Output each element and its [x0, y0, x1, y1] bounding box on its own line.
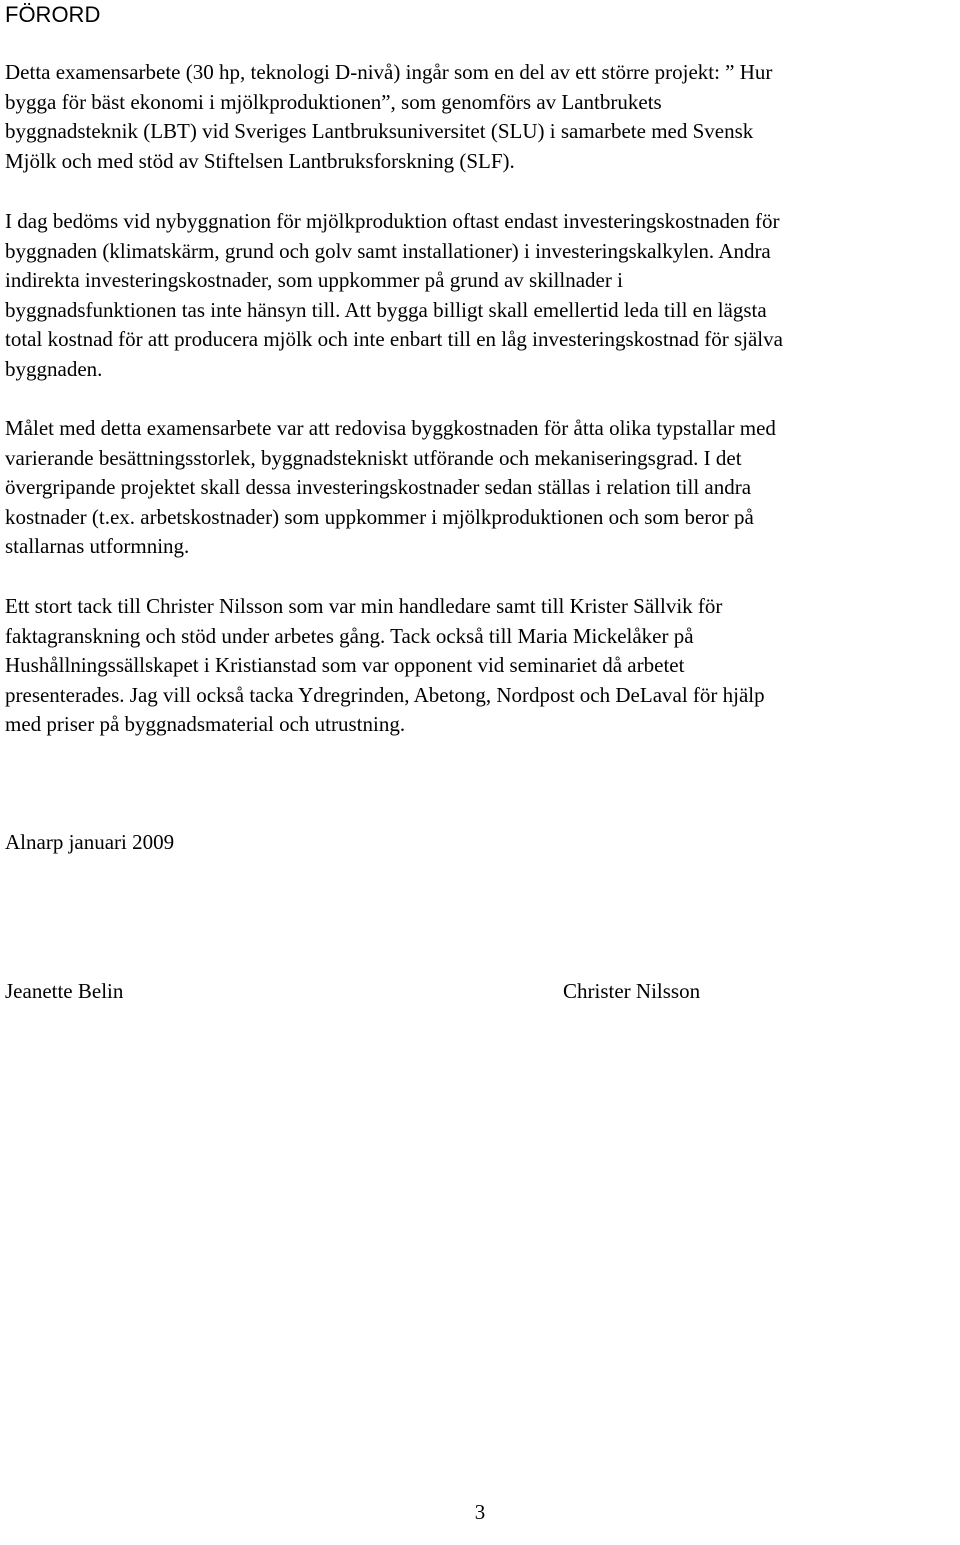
paragraph-line: bygga för bäst ekonomi i mjölkproduktionen”, som genomförs av Lantbrukets: [5, 89, 662, 114]
paragraph-line: Ett stort tack till Christer Nilsson som var min handledare samt till Krister Sällvik för: [5, 594, 723, 618]
paragraph-line: Målet med detta examensarbete var att redovisa byggkostnaden för åtta olika typstallar med: [5, 416, 776, 440]
paragraph-line: med priser på byggnadsmaterial och utrustning.: [5, 712, 406, 737]
paragraph-background: [5, 207, 957, 385]
paragraph-line: faktagranskning och stöd under arbetes gång. Tack också till Maria Mickelåker på: [5, 623, 694, 648]
paragraph-intro: [5, 58, 957, 176]
paragraph-line: byggnaden (klimatskärm, grund och golv samt installationer) i investeringskalkylen. Andra: [5, 238, 771, 263]
paragraph-line: Mjölk och med stöd av Stiftelsen Lantbruksforskning (SLF).: [5, 148, 515, 173]
paragraph-line: indirekta investeringskostnader, som uppkommer på grund av skillnader i: [5, 268, 623, 293]
place-date: Alnarp januari 2009: [5, 830, 175, 854]
paragraph-aim: [5, 414, 957, 562]
paragraph-line: Hushållningssällskapet i Kristianstad som var opponent vid seminariet då arbetet: [5, 653, 685, 678]
paragraph-line: stallarnas utformning.: [5, 534, 190, 559]
signature-right: Christer Nilsson: [563, 979, 701, 1003]
paragraph-line: övergripande projektet skall dessa investeringskostnader sedan ställas i relation till andra: [5, 475, 752, 500]
paragraph-line: byggnaden.: [5, 356, 103, 381]
paragraph-line: kostnader (t.ex. arbetskostnader) som uppkommer i mjölkproduktionen och som beror på: [5, 504, 754, 529]
paragraph-line: I dag bedöms vid nybyggnation för mjölkproduktion oftast endast investeringskostnaden för: [5, 209, 780, 233]
paragraph-acknowledgements: [5, 592, 957, 740]
paragraph-line: Detta examensarbete (30 hp, teknologi D-nivå) ingår som en del av ett större projekt: ” Hur: [5, 60, 773, 84]
signature-left: Jeanette Belin: [5, 979, 124, 1003]
paragraph-line: presenterades. Jag vill också tacka Ydregrinden, Abetong, Nordpost och DeLaval för hjälp: [5, 682, 765, 707]
page-number: 3: [474, 1500, 486, 1524]
paragraph-line: varierande besättningsstorlek, byggnadstekniskt utförande och mekaniseringsgrad. I det: [5, 445, 742, 470]
page-heading: FÖRORD: [5, 2, 101, 27]
paragraph-line: total kostnad för att producera mjölk och inte enbart till en låg investeringskostnad för själva: [5, 327, 783, 352]
paragraph-line: byggnadsteknik (LBT) vid Sveriges Lantbruksuniversitet (SLU) i samarbete med Svensk: [5, 119, 754, 144]
paragraph-line: byggnadsfunktionen tas inte hänsyn till. Att bygga billigt skall emellertid leda till en lägsta: [5, 297, 767, 322]
